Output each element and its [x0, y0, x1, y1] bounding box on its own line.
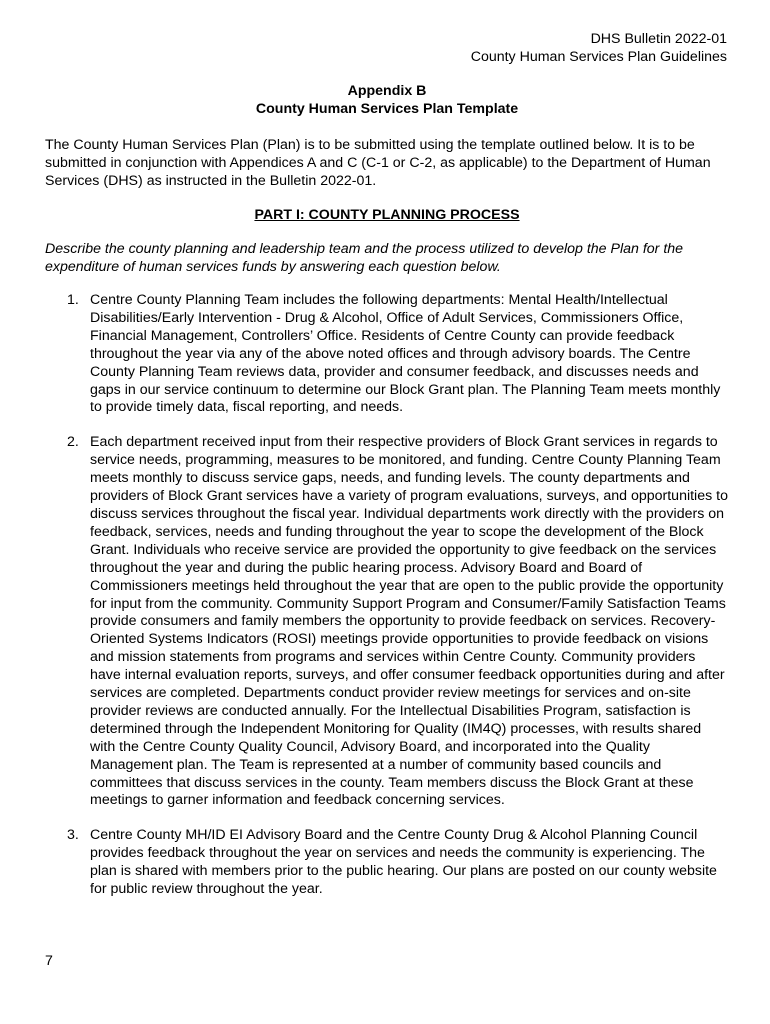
guidelines-title: County Human Services Plan Guidelines: [470, 49, 727, 65]
item-number: 1.: [67, 292, 79, 308]
document-header: [45, 30, 727, 66]
part-title: PART I: COUNTY PLANNING PROCESS: [254, 207, 520, 223]
appendix-label: Appendix B: [347, 83, 427, 99]
template-title: County Human Services Plan Template: [255, 101, 519, 117]
intro-paragraph: The County Human Services Plan (Plan) is to be submitted using the template outlined below. It is to be submitted in conjunction with Appendices A and C (C-1 or C-2, as applicable) to the Department of Human Services (DHS) as instructed in the Bulletin 2022-01.: [45, 137, 711, 189]
page-number: 7: [45, 953, 53, 969]
document-page: [45, 30, 729, 916]
item-text: Centre County MH/ID EI Advisory Board and the Centre County Drug & Alcohol Planning Council provides feedback throughout the year on services and needs the community is experiencing. The plan is shared with members prior to the public hearing. Our plans are posted on our county website for public review throughout the year.: [90, 827, 717, 898]
list-item: [45, 434, 729, 810]
item-number: 3.: [67, 827, 79, 844]
list-item: [45, 292, 729, 417]
item-text: Each department received input from their respective providers of Block Grant services in regards to service needs, programming, measures to be monitored, and funding. Centre County Planning Team meets monthly to discuss service gaps, needs, and funding levels. The county departments and providers of Block Grant services have a variety of program evaluations, surveys, and opportunities to discuss services throughout the fiscal year. Individual departments work directly with the providers on feedback, services, needs and funding throughout the year to scope the development of the Block Grant. Individuals who receive service are provided the opportunity to give feedback on the services throughout the year and during the public hearing process. Advisory Board and Board of Commissioners meetings held throughout the year that are open to the public provide the opportunity for input from the community. Community Support Program and Consumer/Family Satisfaction Teams provide consumers and family members the opportunity to provide feedback on services. Recovery-Oriented Systems Indicators (ROSI) meetings provide opportunities to provide feedback on visions and mission statements from programs and services within Centre County. Community providers have internal evaluation reports, surveys, and offer consumer feedback opportunities during and after services are completed. Departments conduct provider review meetings for services and on-site provider reviews are conducted annually. For the Intellectual Disabilities Program, satisfaction is determined through the Independent Monitoring for Quality (IM4Q) processes, with results shared with the Centre County Quality Council, Advisory Board, and incorporated into the Quality Management plan. The Team is represented at a number of community based councils and committees that discuss services in the county. Team members discuss the Block Grant at these meetings to garner information and feedback concerning services.: [90, 434, 728, 809]
list-item: [45, 827, 729, 899]
item-number: 2.: [67, 434, 79, 451]
instructions-paragraph: Describe the county planning and leadership team and the process utilized to develop the Plan for the expenditure of human services funds by answering each question below.: [45, 241, 684, 275]
bulletin-id: DHS Bulletin 2022-01: [590, 31, 727, 47]
answers-list: [45, 292, 729, 899]
appendix-titles: [45, 82, 729, 118]
item-text: Centre County Planning Team includes the following departments: Mental Health/Intellectual Disabilities/Early Intervention - Drug & Alcohol, Office of Adult Services, Commissioners Office, Financial Management, Controllers’ Office. Residents of Centre County can provide feedback throughout the year via any of the above noted offices and through advisory boards. The Centre County Planning Team reviews data, provider and consumer feedback, and discusses needs and gaps in our service continuum to determine our Block Grant plan. The Planning Team meets monthly to provide timely data, fiscal reporting, and needs.: [90, 292, 721, 416]
